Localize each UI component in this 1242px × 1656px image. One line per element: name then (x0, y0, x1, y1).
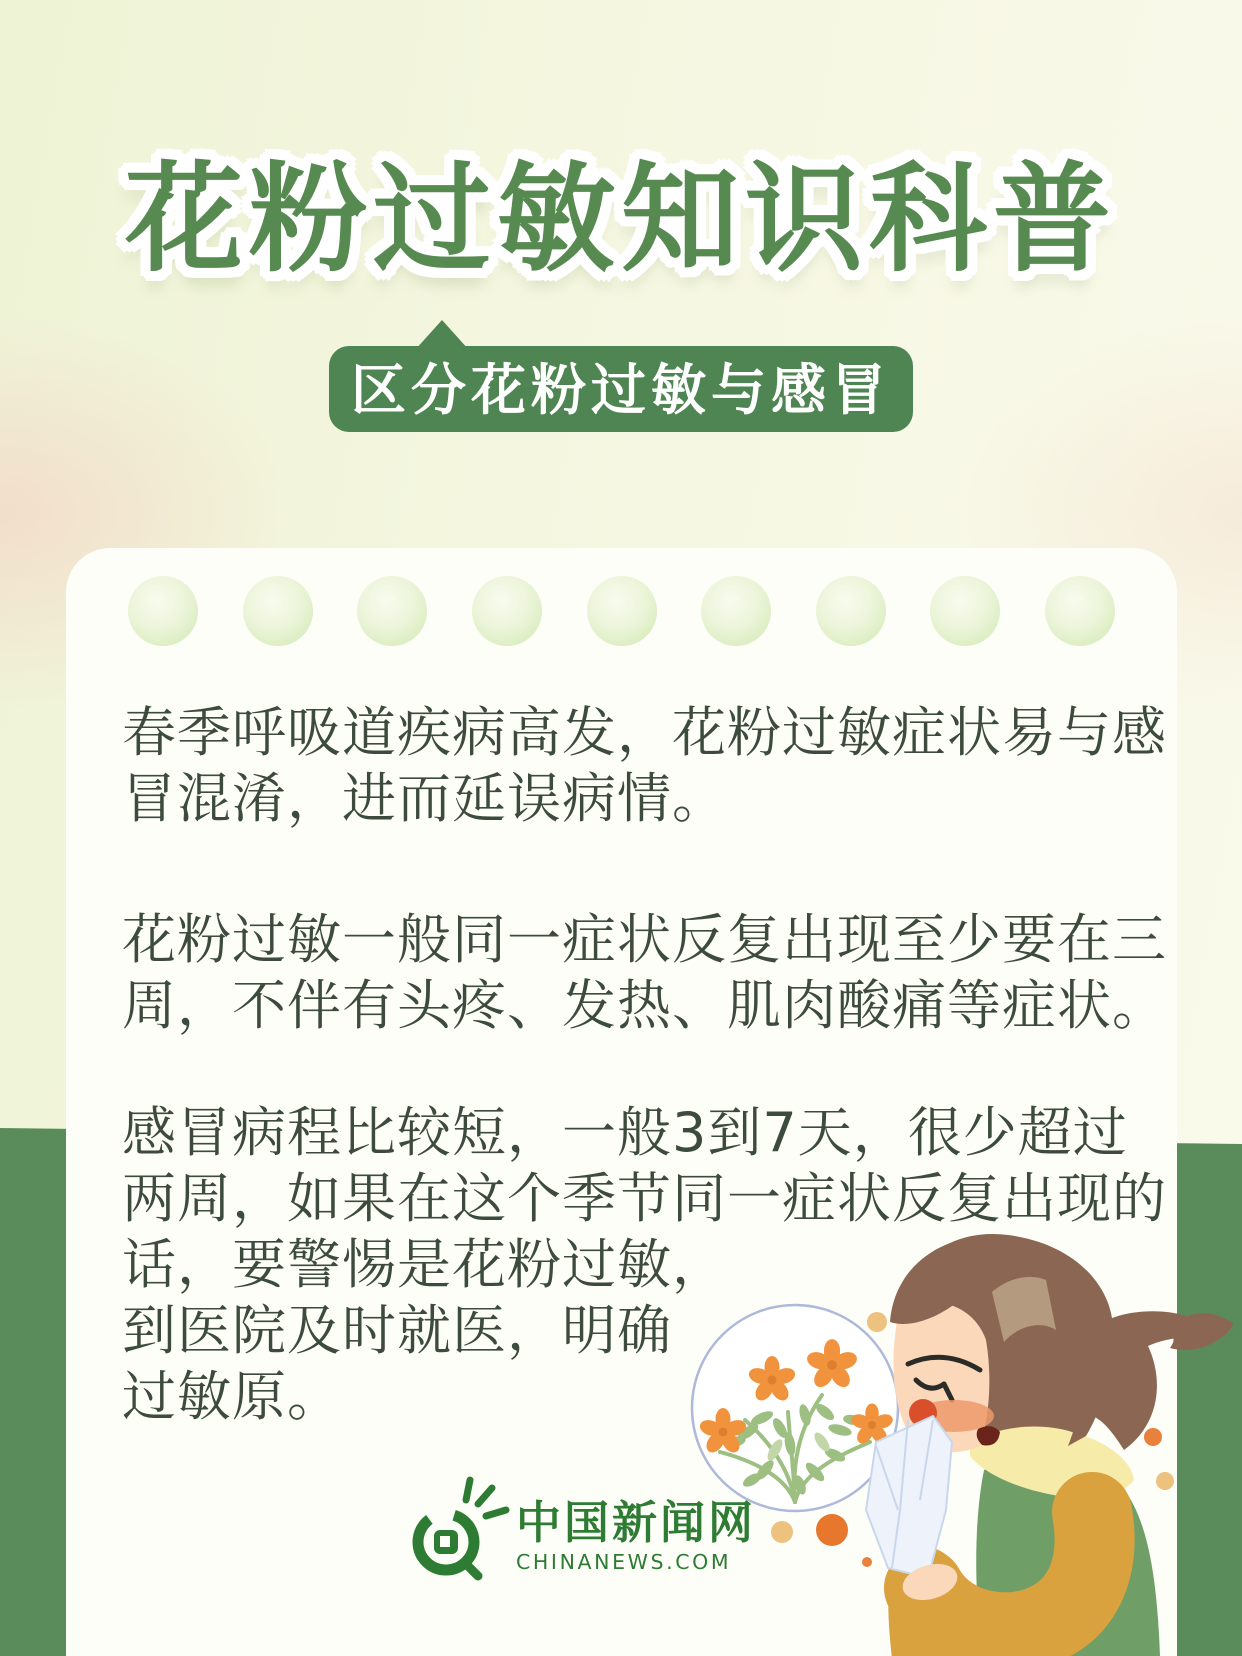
body-line: 花粉过敏一般同一症状反复出现至少要在三 (122, 908, 1167, 971)
dot-icon (472, 576, 542, 646)
body-line: 两周，如果在这个季节同一症状反复出现的 (122, 1167, 1167, 1230)
dot-icon (357, 576, 427, 646)
chinanews-logo (410, 1472, 756, 1584)
body-line: 到医院及时就医，明确 (122, 1299, 672, 1362)
dot-icon (1045, 576, 1115, 646)
body-line: 话，要警惕是花粉过敏， (122, 1233, 727, 1296)
dot-icon (128, 576, 198, 646)
body-line: 过敏原。 (122, 1365, 342, 1428)
body-line: 周，不伴有头疼、发热、肌肉酸痛等症状。 (122, 974, 1167, 1037)
body-line: 春季呼吸道疾病高发，花粉过敏症状易与感 (122, 701, 1167, 764)
logo-domain: CHINANEWS.COM (516, 1549, 732, 1574)
paragraph-2 (122, 907, 1172, 1039)
body-line: 冒混淆，进而延误病情。 (122, 767, 727, 830)
dot-icon (930, 576, 1000, 646)
woman-figure (866, 1234, 1234, 1656)
logo-cn-name: 中国新闻网 (516, 1496, 757, 1549)
page-title: 花粉过敏知识科普 (124, 150, 1117, 288)
dot-icon (816, 576, 886, 646)
dot-icon (243, 576, 313, 646)
at-symbol-icon (410, 1472, 510, 1584)
decorative-dot-row (128, 576, 1115, 646)
dot-icon (587, 576, 657, 646)
dot-icon (701, 576, 771, 646)
section-badge-wrap (0, 346, 1242, 432)
paragraph-1 (122, 700, 1172, 832)
badge-pointer-icon (415, 320, 469, 350)
logo-text (516, 1472, 756, 1573)
section-badge-label: 区分花粉过敏与感冒 (350, 358, 891, 422)
sneezing-woman-illustration (640, 1180, 1242, 1656)
body-line: 感冒病程比较短，一般3到7天，很少超过 (122, 1101, 1128, 1164)
section-badge (329, 346, 913, 432)
